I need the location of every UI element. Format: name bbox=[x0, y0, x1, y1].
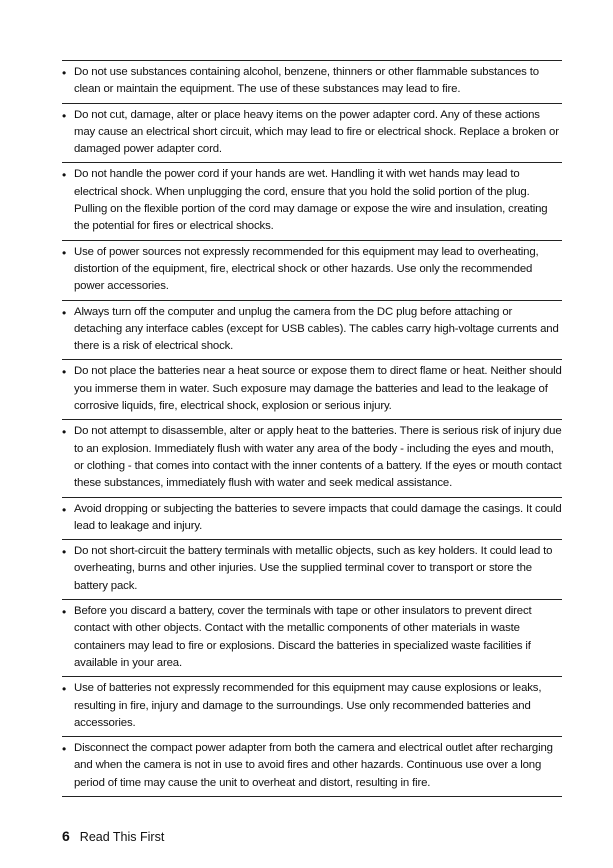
section-title: Read This First bbox=[79, 830, 165, 844]
list-item bbox=[62, 61, 562, 104]
bullet-icon: • bbox=[62, 365, 67, 380]
list-item bbox=[62, 104, 562, 164]
warning-text: Do not handle the power cord if your hands are wet. Handling it with wet hands may lead to electrical shock. When unplugging the cord, ensure that you hold the solid portion of the plug. Pulling on the flexible portion of the cord may damage or expose the wire and insulation, creating the potential for fires or electrical shocks. bbox=[74, 168, 548, 233]
bullet-icon: • bbox=[62, 245, 67, 260]
list-item bbox=[62, 498, 562, 541]
warning-text: Do not use substances containing alcohol, benzene, thinners or other flammable substances to clean or maintain the equipment. The use of these substances may lead to fire. bbox=[74, 66, 539, 96]
bullet-icon: • bbox=[62, 66, 67, 80]
warning-text: Disconnect the compact power adapter from both the camera and electrical outlet after recharging and when the camera is not in use to avoid fires and other hazards. Continuous use over a long period of time may cause the unit to overheat and distort, resulting in fire. bbox=[74, 742, 553, 789]
list-item bbox=[62, 737, 562, 797]
list-item bbox=[62, 600, 562, 677]
bullet-icon: • bbox=[62, 682, 67, 697]
warning-text: Avoid dropping or subjecting the batteries to severe impacts that could damage the casings. It could lead to leakage and injury. bbox=[74, 502, 562, 532]
list-item bbox=[62, 540, 562, 600]
bullet-icon: • bbox=[62, 168, 67, 183]
list-item bbox=[62, 301, 562, 361]
warning-text: Before you discard a battery, cover the terminals with tape or other insulators to prevent direct contact with other objects. Contact with the metallic components of other materials in waste containers may lead to fire or explosions. Discard the batteries in specialized waste facilities if available in your area. bbox=[74, 605, 532, 669]
warning-text: Use of batteries not expressly recommended for this equipment may cause explosions or leaks, resulting in fire, injury and damage to the surroundings. Use only recommended batteries and accessories. bbox=[74, 682, 542, 729]
warning-text: Always turn off the computer and unplug the camera from the DC plug before attaching or detaching any interface cables (except for USB cables). The cables carry high-voltage currents and there is a risk of electrical shock. bbox=[74, 305, 559, 353]
page-footer bbox=[62, 828, 164, 844]
list-item bbox=[62, 163, 562, 240]
warning-text: Do not place the batteries near a heat source or expose them to direct flame or heat. Neither should you immerse them in water. Such exposure may damage the batteries and lead to the leakage of corrosive liquids, fire, electrical shock, explosion or serious injury. bbox=[74, 365, 562, 413]
list-item bbox=[62, 241, 562, 301]
warning-text: Do not cut, damage, alter or place heavy items on the power adapter cord. Any of these actions may cause an electrical short circuit, which may lead to fire or electrical shock. Replace a broken or damaged power adapter cord. bbox=[74, 108, 559, 156]
bullet-icon: • bbox=[62, 305, 67, 320]
bullet-icon: • bbox=[62, 502, 67, 517]
list-item bbox=[62, 677, 562, 737]
warning-text: Use of power sources not expressly recommended for this equipment may lead to overheating, distortion of the equipment, fire, electrical shock or other hazards. Use only the recommended power accessories. bbox=[74, 245, 539, 293]
bullet-icon: • bbox=[62, 425, 67, 440]
bullet-icon: • bbox=[62, 605, 67, 620]
warning-text: Do not short-circuit the battery terminals with metallic objects, such as key holders. It could lead to overheating, burns and other injuries. Use the supplied terminal cover to transport or store the battery pack. bbox=[74, 545, 553, 592]
bullet-icon: • bbox=[62, 742, 67, 757]
bullet-icon: • bbox=[62, 545, 67, 560]
safety-warning-list bbox=[62, 60, 562, 797]
bullet-icon: • bbox=[62, 108, 67, 123]
list-item bbox=[62, 360, 562, 420]
list-item bbox=[62, 420, 562, 497]
page-number: 6 bbox=[62, 828, 70, 844]
warning-text: Do not attempt to disassemble, alter or apply heat to the batteries. There is serious risk of injury due to an explosion. Immediately flush with water any area of the body - including the eyes and mouth, or clothing - that comes into contact with the inner contents of a battery. If the eyes or mouth contact these substances, immediately flush with water and seek medical assistance. bbox=[74, 425, 562, 490]
